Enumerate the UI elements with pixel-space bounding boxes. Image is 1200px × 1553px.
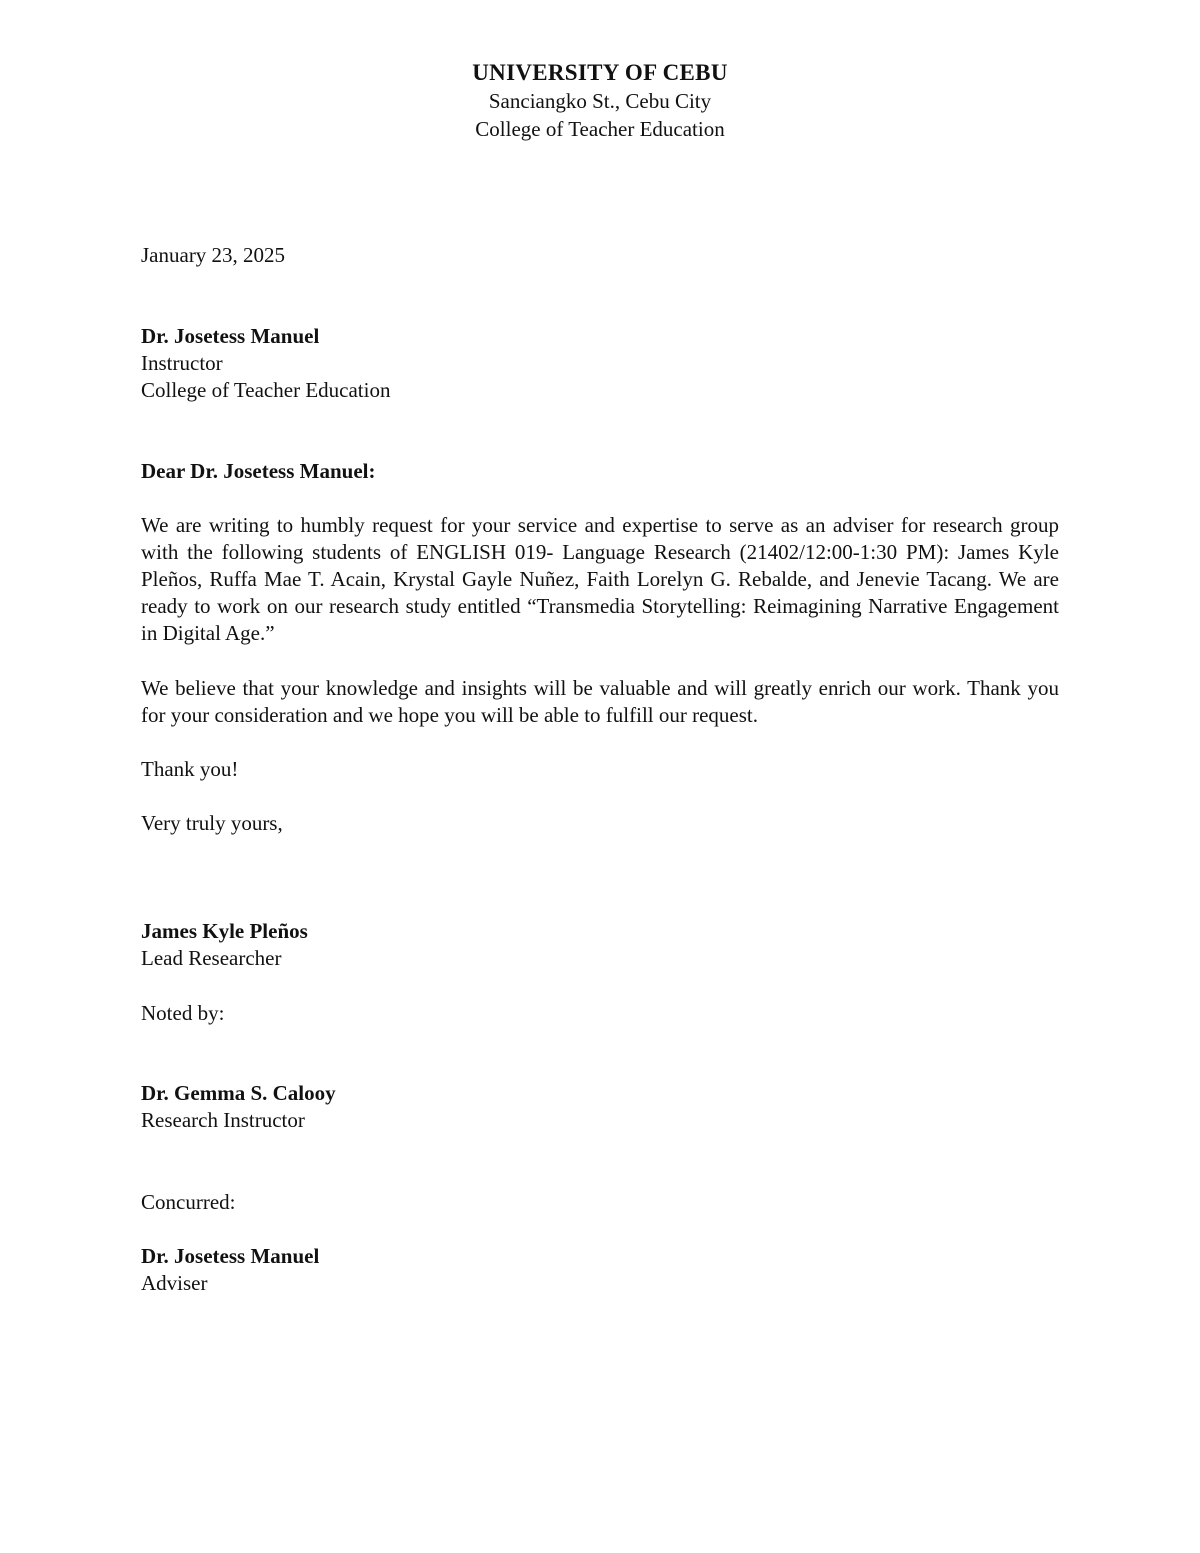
- body-paragraph-1: We are writing to humbly request for your service and expertise to serve as an adviser for research group with the following students of ENGLISH 019- Language Research (21402/12:00-1:30 PM): James Kyle Pleños, Ruffa Mae T. Acain, Krystal Gayle Nuñez, Faith Lorelyn G. Rebalde, and Jenevie Tacang. We are ready to work on our research study entitled “Transmedia Storytelling: Reimagining Narrative Engagement in Digital Age.”: [141, 513, 1059, 645]
- body-paragraph-2: We believe that your knowledge and insights will be valuable and will greatly enrich our work. Thank you for your consideration and we hope you will be able to fulfill our request.: [141, 676, 1059, 727]
- sender-role: Lead Researcher: [141, 946, 282, 970]
- salutation: Dear Dr. Josetess Manuel:: [141, 459, 376, 483]
- sender-name: James Kyle Pleños: [141, 919, 308, 943]
- recipient-department: College of Teacher Education: [141, 378, 391, 402]
- concurred-role: Adviser: [141, 1271, 208, 1295]
- college-name: College of Teacher Education: [475, 117, 725, 141]
- noted-name: Dr. Gemma S. Calooy: [141, 1081, 336, 1105]
- noted-label: Noted by:: [141, 1001, 225, 1025]
- recipient-title: Instructor: [141, 351, 223, 375]
- sender-block: [141, 918, 1059, 972]
- noted-block: [141, 1080, 1059, 1134]
- concurred-name: Dr. Josetess Manuel: [141, 1244, 320, 1268]
- thanks-line: Thank you!: [141, 757, 239, 781]
- closing-line: Very truly yours,: [141, 811, 283, 835]
- concurred-label: Concurred:: [141, 1190, 236, 1214]
- recipient-name: Dr. Josetess Manuel: [141, 324, 320, 348]
- recipient-block: [141, 323, 1059, 404]
- letterhead: [0, 59, 1200, 143]
- concurred-block: [141, 1243, 1059, 1297]
- university-address: Sanciangko St., Cebu City: [488, 89, 712, 113]
- letter-date: January 23, 2025: [141, 243, 286, 267]
- noted-role: Research Instructor: [141, 1108, 305, 1132]
- university-name: UNIVERSITY OF CEBU: [472, 60, 728, 85]
